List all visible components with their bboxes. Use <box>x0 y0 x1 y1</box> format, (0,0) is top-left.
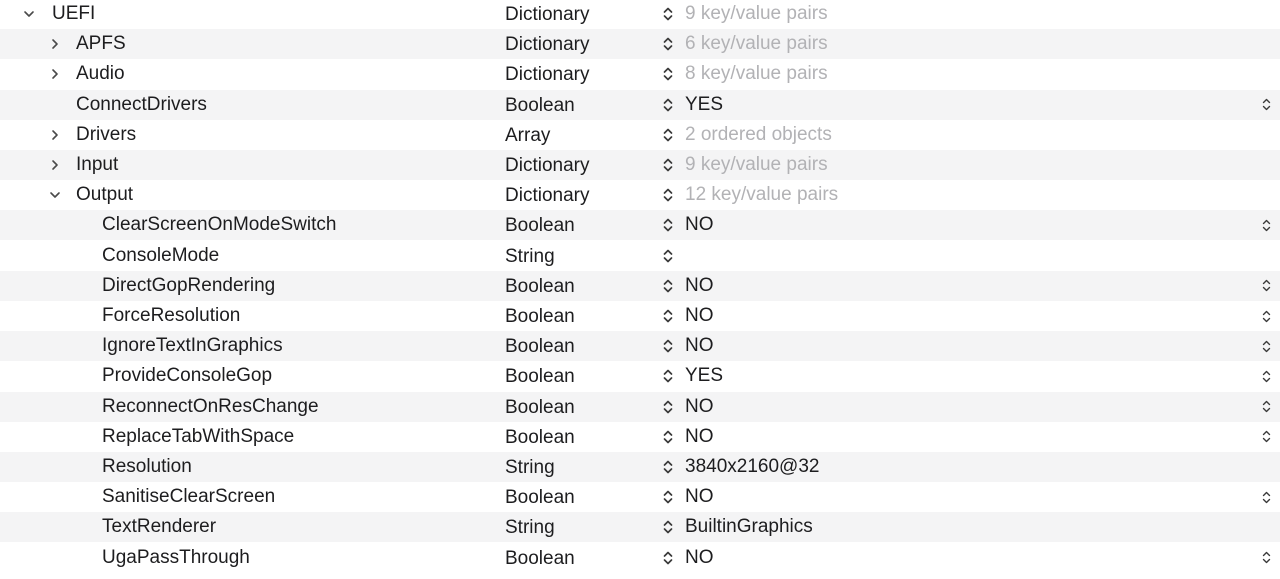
key-cell[interactable] <box>76 150 118 180</box>
outline-row[interactable] <box>0 59 1280 89</box>
key-cell[interactable] <box>102 301 240 331</box>
value-popup[interactable]: NO <box>685 486 714 508</box>
key-cell[interactable] <box>102 331 283 361</box>
value-popup[interactable]: YES <box>685 93 724 115</box>
value-field: 12 key/value pairs <box>685 184 839 206</box>
value-popup[interactable]: NO <box>685 546 714 568</box>
key-cell[interactable] <box>76 90 207 120</box>
outline-row[interactable] <box>0 361 1280 391</box>
type-label[interactable]: Boolean <box>505 547 575 569</box>
key-cell[interactable] <box>102 361 272 391</box>
type-label[interactable]: Boolean <box>505 94 575 116</box>
up-down-stepper-icon[interactable] <box>660 180 676 210</box>
up-down-stepper-icon[interactable] <box>660 361 676 391</box>
popup-arrows-icon[interactable] <box>1260 482 1272 512</box>
up-down-stepper-icon[interactable] <box>660 241 676 271</box>
key-label: APFS <box>76 33 126 55</box>
key-label: ReplaceTabWithSpace <box>102 425 295 447</box>
key-cell[interactable] <box>102 422 294 452</box>
popup-arrows-icon[interactable] <box>1260 543 1272 573</box>
type-label[interactable]: Dictionary <box>505 185 590 207</box>
up-down-stepper-icon[interactable] <box>660 422 676 452</box>
outline-row[interactable] <box>0 482 1280 512</box>
key-cell[interactable] <box>76 59 125 89</box>
outline-row[interactable] <box>0 241 1280 271</box>
key-label: ReconnectOnResChange <box>102 395 319 417</box>
value-popup[interactable]: YES <box>685 365 724 387</box>
popup-arrows-icon[interactable] <box>1260 271 1272 301</box>
outline-row[interactable] <box>0 180 1280 210</box>
key-label: UEFI <box>52 3 96 24</box>
value-popup[interactable]: NO <box>685 305 714 326</box>
value-field[interactable]: 3840x2160@32 <box>685 456 820 477</box>
popup-arrows-icon[interactable] <box>1260 422 1272 452</box>
key-label: Audio <box>76 63 125 85</box>
outline-row[interactable] <box>0 271 1280 301</box>
key-label: SanitiseClearScreen <box>102 486 276 508</box>
popup-arrows-icon[interactable] <box>1260 210 1272 240</box>
chevron-down-icon[interactable] <box>20 0 38 29</box>
key-cell[interactable] <box>102 452 192 482</box>
type-label[interactable]: Boolean <box>505 366 575 388</box>
type-label[interactable]: Boolean <box>505 275 575 297</box>
key-cell[interactable] <box>52 0 95 29</box>
key-label: Resolution <box>102 456 192 477</box>
value-field: 2 ordered objects <box>685 123 832 145</box>
key-label: Output <box>76 184 134 206</box>
chevron-right-icon[interactable] <box>46 120 64 150</box>
value-popup[interactable]: NO <box>685 425 714 447</box>
key-cell[interactable] <box>102 392 319 422</box>
up-down-stepper-icon[interactable] <box>660 120 676 150</box>
up-down-stepper-icon[interactable] <box>660 452 676 482</box>
up-down-stepper-icon[interactable] <box>660 301 676 331</box>
up-down-stepper-icon[interactable] <box>660 0 676 29</box>
outline-row[interactable] <box>0 90 1280 120</box>
key-cell[interactable] <box>76 29 126 59</box>
value-field: 8 key/value pairs <box>685 63 828 85</box>
value-popup[interactable]: NO <box>685 214 714 236</box>
outline-row[interactable] <box>0 0 1280 29</box>
value-popup[interactable]: NO <box>685 395 714 417</box>
outline-row[interactable] <box>0 29 1280 59</box>
key-cell[interactable] <box>102 482 275 512</box>
up-down-stepper-icon[interactable] <box>660 29 676 59</box>
value-field[interactable]: BuiltinGraphics <box>685 516 813 538</box>
key-label: ConnectDrivers <box>76 93 207 115</box>
up-down-stepper-icon[interactable] <box>660 331 676 361</box>
up-down-stepper-icon[interactable] <box>660 90 676 120</box>
outline-row[interactable] <box>0 543 1280 573</box>
key-label: ClearScreenOnModeSwitch <box>102 214 337 236</box>
chevron-down-icon[interactable] <box>46 180 64 210</box>
up-down-stepper-icon[interactable] <box>660 210 676 240</box>
key-label: ConsoleMode <box>102 244 220 266</box>
key-label: IgnoreTextInGraphics <box>102 335 283 357</box>
type-label[interactable]: Dictionary <box>505 34 590 56</box>
up-down-stepper-icon[interactable] <box>660 150 676 180</box>
up-down-stepper-icon[interactable] <box>660 512 676 542</box>
type-label[interactable]: Dictionary <box>505 155 590 176</box>
key-cell[interactable] <box>102 512 216 542</box>
key-cell[interactable] <box>102 210 336 240</box>
outline-row[interactable] <box>0 452 1280 482</box>
value-field: 9 key/value pairs <box>685 3 828 24</box>
type-label[interactable]: Boolean <box>505 396 575 418</box>
key-label: ProvideConsoleGop <box>102 365 273 387</box>
up-down-stepper-icon[interactable] <box>660 59 676 89</box>
type-label[interactable]: Dictionary <box>505 64 590 86</box>
key-label: Input <box>76 154 119 175</box>
outline-row[interactable] <box>0 301 1280 331</box>
type-label[interactable]: Boolean <box>505 426 575 448</box>
type-label[interactable]: Array <box>505 124 551 146</box>
value-field: 9 key/value pairs <box>685 154 828 175</box>
key-label: ForceResolution <box>102 305 241 326</box>
value-popup[interactable]: NO <box>685 274 714 296</box>
type-label[interactable]: String <box>505 457 555 478</box>
outline-row[interactable] <box>0 392 1280 422</box>
type-label[interactable]: Boolean <box>505 336 575 358</box>
outline-row[interactable] <box>0 210 1280 240</box>
popup-arrows-icon[interactable] <box>1260 392 1272 422</box>
key-label: Drivers <box>76 123 137 145</box>
up-down-stepper-icon[interactable] <box>660 392 676 422</box>
chevron-right-icon[interactable] <box>46 59 64 89</box>
key-label: UgaPassThrough <box>102 546 250 568</box>
outline-row[interactable] <box>0 331 1280 361</box>
outline-row[interactable] <box>0 512 1280 542</box>
outline-row[interactable] <box>0 120 1280 150</box>
key-label: TextRenderer <box>102 516 217 538</box>
value-field: 6 key/value pairs <box>685 33 828 55</box>
outline-row[interactable] <box>0 422 1280 452</box>
type-label[interactable]: Boolean <box>505 306 575 327</box>
key-cell[interactable] <box>102 543 250 573</box>
value-popup[interactable]: NO <box>685 335 714 357</box>
popup-arrows-icon[interactable] <box>1260 301 1272 331</box>
type-label[interactable]: String <box>505 517 555 539</box>
up-down-stepper-icon[interactable] <box>660 271 676 301</box>
up-down-stepper-icon[interactable] <box>660 543 676 573</box>
type-label[interactable]: Boolean <box>505 215 575 237</box>
popup-arrows-icon[interactable] <box>1260 90 1272 120</box>
chevron-right-icon[interactable] <box>46 29 64 59</box>
key-cell[interactable] <box>76 120 136 150</box>
up-down-stepper-icon[interactable] <box>660 482 676 512</box>
key-cell[interactable] <box>102 271 275 301</box>
popup-arrows-icon[interactable] <box>1260 331 1272 361</box>
type-label[interactable]: String <box>505 245 555 267</box>
chevron-right-icon[interactable] <box>46 150 64 180</box>
type-label[interactable]: Dictionary <box>505 4 590 25</box>
outline-row[interactable] <box>0 150 1280 180</box>
key-cell[interactable] <box>102 241 219 271</box>
key-cell[interactable] <box>76 180 133 210</box>
key-label: DirectGopRendering <box>102 274 276 296</box>
popup-arrows-icon[interactable] <box>1260 361 1272 391</box>
type-label[interactable]: Boolean <box>505 487 575 509</box>
